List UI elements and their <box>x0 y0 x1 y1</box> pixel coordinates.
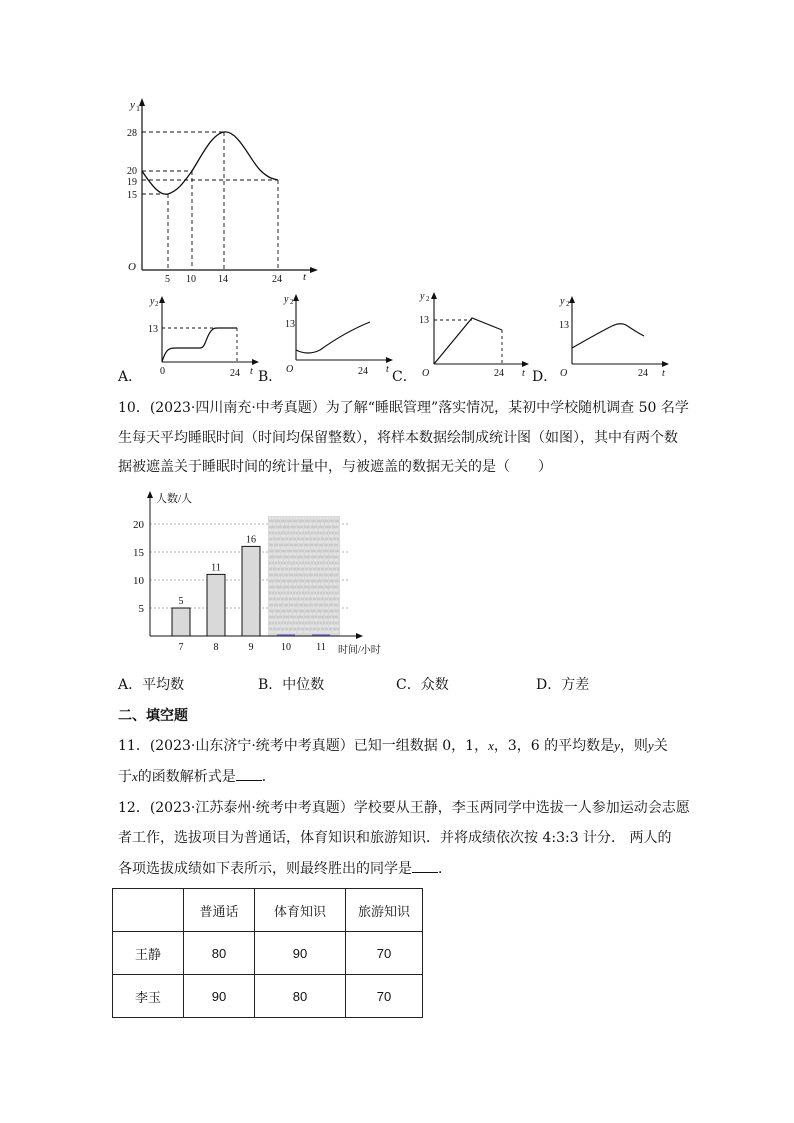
q10-option-d[interactable]: D．方差 <box>536 677 590 693</box>
y-tick-label: 5 <box>138 603 144 615</box>
svg-text:y: y <box>560 296 565 307</box>
svg-text:13: 13 <box>559 320 569 331</box>
y-tick-28: 28 <box>127 128 137 139</box>
svg-text:O: O <box>286 364 294 375</box>
svg-text:y: y <box>420 291 425 302</box>
svg-text:13: 13 <box>285 319 295 330</box>
y-tick-label: 15 <box>133 547 144 559</box>
covered-region <box>268 516 340 636</box>
q11-line-2: 于x的函数解析式是 ． <box>118 766 276 787</box>
option-a-graph <box>140 290 260 382</box>
svg-text:1: 1 <box>136 104 140 113</box>
option-c-label[interactable]: C． <box>392 369 417 385</box>
data-label-9: 16 <box>246 534 256 546</box>
x-tick-label-10: 10 <box>281 642 291 653</box>
option-a-label[interactable]: A． <box>118 369 143 385</box>
q10-option-a[interactable]: A．平均数 <box>118 677 185 693</box>
q10-line-1: 10．(2023·四川南充·中考真题）为了解“睡眠管理”落实情况，某初中学校随机调查 50 名学 <box>118 400 689 416</box>
option-b-graph <box>278 288 398 382</box>
y-tick-15: 15 <box>127 190 137 201</box>
x-tick-24: 24 <box>272 274 282 285</box>
chart-x-label: 时间/小时 <box>338 645 381 656</box>
svg-text:24: 24 <box>638 368 648 379</box>
header-putonghua: 普通话 <box>184 889 255 932</box>
svg-text:0: 0 <box>160 366 165 377</box>
x-tick-14: 14 <box>218 274 228 285</box>
svg-text:O: O <box>422 368 430 379</box>
row-name: 李玉 <box>113 975 184 1018</box>
y-tick-label: 20 <box>133 519 144 531</box>
svg-text:24: 24 <box>358 366 368 377</box>
svg-text:2: 2 <box>566 300 570 308</box>
y-tick-20: 20 <box>127 166 137 177</box>
x-tick-label-7: 7 <box>178 642 184 653</box>
table-header-row <box>113 889 423 932</box>
row-name: 王静 <box>113 932 184 975</box>
answer-blank[interactable] <box>236 766 262 781</box>
q10-option-c[interactable]: C．众数 <box>396 677 449 693</box>
y1-curve <box>142 132 278 194</box>
option-b-label[interactable]: B． <box>258 369 283 385</box>
svg-text:13: 13 <box>419 315 429 326</box>
q10-option-b[interactable]: B．中位数 <box>258 677 325 693</box>
x-tick-10: 10 <box>186 274 196 285</box>
svg-text:y: y <box>150 296 155 307</box>
q9-main-graph <box>110 90 330 285</box>
answer-blank[interactable] <box>412 858 438 873</box>
svg-text:t: t <box>386 364 389 375</box>
origin-label: O <box>128 261 136 273</box>
svg-text:2: 2 <box>155 300 159 308</box>
table-row: 李玉 90 80 70 <box>113 975 423 1018</box>
data-label-7: 5 <box>178 596 184 607</box>
svg-text:2: 2 <box>290 298 294 306</box>
q10-bar-chart <box>120 488 390 660</box>
section-title: 二、填空题 <box>118 708 188 724</box>
x-axis-label: t <box>303 271 307 283</box>
y-tick-19: 19 <box>127 177 137 188</box>
bar-9 <box>242 546 260 636</box>
x-tick-label-11: 11 <box>316 642 326 653</box>
q12-line-2: 者工作，选拔项目为普通话，体育知识和旅游知识．并将成绩依次按 4:3:3 计分． 两人的 <box>118 830 672 846</box>
svg-text:2: 2 <box>426 295 430 303</box>
q12-line-3: 各项选拔成绩如下表所示，则最终胜出的同学是 ． <box>118 858 452 879</box>
q10-line-3: 据被遮盖关于睡眠时间的统计量中，与被遮盖的数据无关的是（ ） <box>118 459 552 475</box>
svg-text:24: 24 <box>230 368 240 379</box>
header-sports: 体育知识 <box>255 889 346 932</box>
q10-line-2: 生每天平均睡眠时间（时间均保留整数），将样本数据绘制成统计图（如图），其中有两个数 <box>118 430 678 446</box>
bar-7 <box>172 608 190 636</box>
option-d-label[interactable]: D． <box>532 369 558 385</box>
svg-text:y: y <box>284 294 289 305</box>
x-tick-label-8: 8 <box>213 642 219 653</box>
y-tick-label: 10 <box>133 575 144 587</box>
svg-text:t: t <box>250 366 253 377</box>
q11-line-1: 11．(2023·山东济宁·统考中考真题）已知一组数据 0，1，x，3，6 的平均数是y，则y关 <box>118 738 668 754</box>
q12-line-1: 12．(2023·江苏泰州·统考中考真题）学校要从王静，李玉两同学中选拔一人参加运动会志愿 <box>118 800 690 816</box>
bar-8 <box>207 574 225 636</box>
data-label-8: 11 <box>211 562 221 574</box>
option-d-graph <box>556 290 681 384</box>
svg-text:t: t <box>522 368 525 379</box>
chart-y-label: 人数/人 <box>156 493 193 505</box>
x-tick-label-9: 9 <box>248 642 254 653</box>
x-tick-5: 5 <box>165 274 170 285</box>
svg-text:24: 24 <box>494 368 504 379</box>
option-c-graph <box>414 284 539 382</box>
svg-text:13: 13 <box>148 324 158 335</box>
score-table <box>112 888 423 1018</box>
y-axis-label: y <box>130 99 135 111</box>
svg-text:t: t <box>662 368 665 379</box>
header-travel: 旅游知识 <box>346 889 423 932</box>
svg-text:O: O <box>560 368 568 379</box>
table-row: 王静 80 90 70 <box>113 932 423 975</box>
